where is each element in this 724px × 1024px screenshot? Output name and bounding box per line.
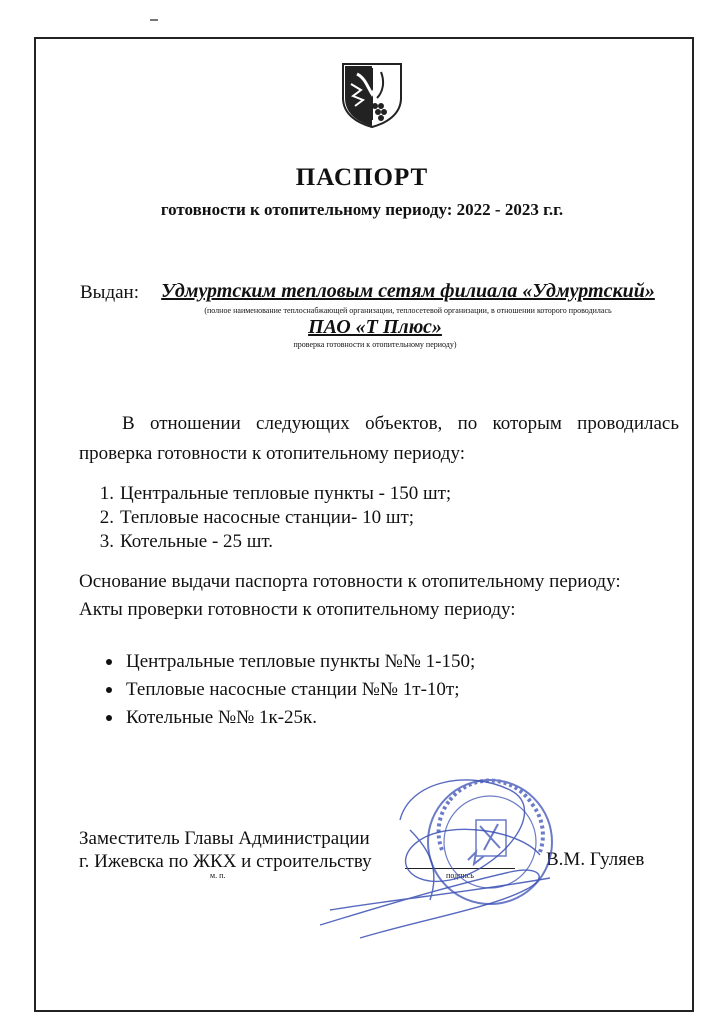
signatory-title-line: г. Ижевска по ЖКХ и строительству xyxy=(79,851,372,872)
bullet-icon xyxy=(106,687,112,693)
acts-heading: Акты проверки готовности к отопительному периоду: xyxy=(79,599,516,620)
list-item xyxy=(79,676,475,704)
signer-name: В.М. Гуляев xyxy=(546,849,645,870)
objects-paragraph: В отношении следующих объектов, по которым проводилась проверка готовности к отопительному периоду: xyxy=(79,413,679,464)
list-item xyxy=(79,648,475,676)
signature-caption: подпись xyxy=(446,871,474,880)
issued-note-continued: проверка готовности к отопительному периоду) xyxy=(293,340,457,349)
issued-organization-parent: ПАО «Т Плюс» xyxy=(308,316,442,338)
issued-label: Выдан: xyxy=(80,282,139,303)
list-item-text: Котельные - 25 шт. xyxy=(120,531,274,552)
bullet-icon xyxy=(106,659,112,665)
list-item xyxy=(79,482,451,506)
list-number: 1. xyxy=(99,483,114,504)
list-item xyxy=(79,530,451,554)
scan-speck xyxy=(150,19,158,21)
list-item-text: Тепловые насосные станции №№ 1т-10т; xyxy=(126,679,460,700)
objects-list xyxy=(79,482,451,554)
stamp-and-signature xyxy=(300,760,620,960)
acts-list xyxy=(79,648,475,732)
list-item xyxy=(79,506,451,530)
basis-section xyxy=(79,568,621,624)
list-item-text: Центральные тепловые пункты №№ 1-150; xyxy=(126,651,476,672)
bullet-icon xyxy=(106,715,112,721)
issued-note: (полное наименование теплоснабжающей организации, теплосетевой организации, в отношении которого проводилась xyxy=(204,306,612,315)
issued-organization: Удмуртским тепловым сетям филиала «Удмуртский» xyxy=(161,280,655,302)
list-number: 3. xyxy=(99,531,114,552)
document-subtitle: готовности к отопительному периоду: 2022 - 2023 г.г. xyxy=(160,200,564,219)
coat-of-arms-icon xyxy=(337,60,407,130)
list-item xyxy=(79,704,475,732)
list-number: 2. xyxy=(99,507,114,528)
stamp-place-label: м. п. xyxy=(210,871,226,880)
list-item-text: Котельные №№ 1к-25к. xyxy=(126,707,318,728)
list-item-text: Центральные тепловые пункты - 150 шт; xyxy=(120,483,452,504)
list-item-text: Тепловые насосные станции- 10 шт; xyxy=(120,507,415,528)
basis-line: Основание выдачи паспорта готовности к отопительному периоду: xyxy=(79,571,621,592)
document-title: ПАСПОРТ xyxy=(295,164,429,191)
signatory-title-line: Заместитель Главы Администрации xyxy=(79,828,370,849)
